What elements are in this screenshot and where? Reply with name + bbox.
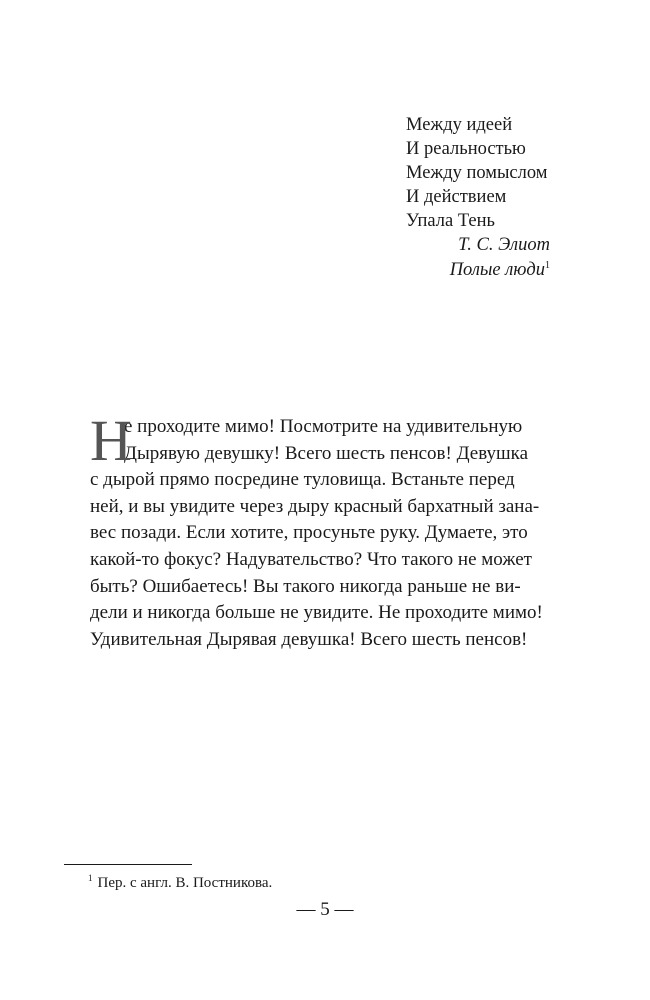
epigraph-work-title: Полые люди (449, 260, 545, 280)
epigraph-attribution (450, 233, 550, 283)
paragraph-line: быть? Ошибаетесь! Вы такого никогда раньше не ви- (90, 575, 521, 597)
epigraph (406, 113, 606, 233)
paragraph-line: какой-то фокус? Надувательство? Что такого не может (90, 548, 532, 570)
epigraph-author: Т. С. Элиот (458, 235, 550, 255)
epigraph-line: Упала Тень (406, 211, 495, 231)
paragraph-line: вес позади. Если хотите, просуньте руку. Думаете, это (90, 522, 528, 544)
epigraph-line: Между помыслом (406, 163, 548, 183)
paragraph-line: дели и никогда больше не увидите. Не проходите мимо! (90, 602, 543, 624)
epigraph-line: И действием (406, 187, 507, 207)
footnote-divider (64, 864, 192, 865)
paragraph-line: Удивительная Дырявая девушка! Всего шесть пенсов! (90, 628, 528, 650)
paragraph-line: е проходите мимо! Посмотрите на удивительную (124, 416, 523, 437)
drop-cap-letter: Н (90, 408, 132, 473)
paragraph-line: с дырой прямо посредине туловища. Встаньте перед (90, 469, 515, 491)
epigraph-work (450, 258, 550, 283)
page-number: — 5 — (296, 899, 354, 920)
paragraph-line: ней, и вы увидите через дыру красный бархатный зана- (90, 495, 540, 517)
footnote-text: Пер. с англ. В. Постникова. (97, 875, 273, 891)
footnote (88, 874, 272, 892)
paragraph-line: Дырявую девушку! Всего шесть пенсов! Девушка (124, 442, 529, 464)
footnote-marker-ref: 1 (545, 260, 550, 271)
epigraph-line: Между идеей (406, 115, 513, 135)
chapter-opening-paragraph (90, 408, 543, 653)
footnote-marker: 1 (88, 873, 93, 883)
epigraph-line: И реальностью (406, 139, 526, 159)
